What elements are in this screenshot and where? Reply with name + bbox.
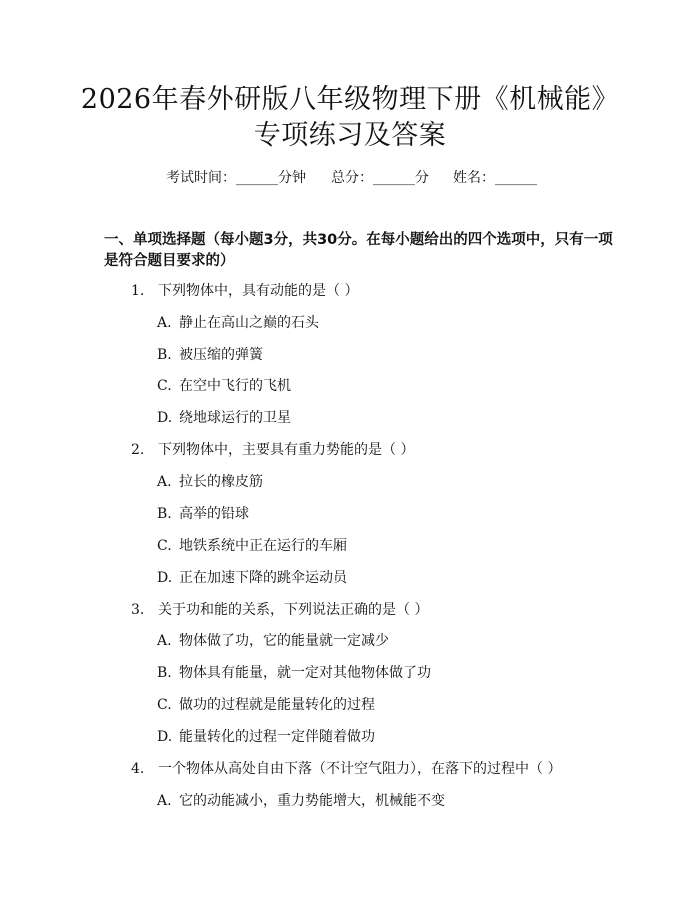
option-letter: C. — [157, 538, 172, 554]
answer-option — [157, 376, 291, 396]
question-text: 一个物体从高处自由下落（不计空气阻力），在落下的过程中（ ） — [158, 761, 562, 777]
answer-option — [157, 727, 375, 747]
answer-option — [157, 663, 431, 683]
option-text: 绕地球运行的卫星 — [179, 410, 291, 426]
answer-option — [157, 472, 263, 492]
option-letter: A. — [157, 793, 172, 809]
option-text: 静止在高山之巅的石头 — [179, 315, 319, 331]
answer-option — [157, 568, 347, 588]
question-stem — [131, 600, 428, 620]
exam-time-field — [166, 168, 306, 188]
total-score-label: 总分： — [331, 170, 373, 186]
question-number: 1. — [131, 283, 145, 299]
question-text: 关于功和能的关系，下列说法正确的是（ ） — [158, 602, 429, 618]
option-letter: B. — [157, 347, 172, 363]
option-letter: A. — [157, 633, 172, 649]
question-text: 下列物体中，具有动能的是（ ） — [158, 283, 359, 299]
section-heading-line-1: 一、单项选择题（每小题3分，共30分。在每小题给出的四个选项中，只有一项 — [104, 232, 613, 248]
total-score-unit: 分 — [415, 170, 429, 186]
document-title-line-2: 专项练习及答案 — [253, 120, 447, 151]
question-text: 下列物体中，主要具有重力势能的是（ ） — [158, 442, 415, 458]
answer-option — [157, 791, 445, 811]
answer-option — [157, 345, 263, 365]
answer-option — [157, 313, 319, 333]
option-letter: B. — [157, 506, 172, 522]
student-name-label: 姓名： — [453, 170, 495, 186]
student-name-blank: ______ — [495, 170, 537, 186]
exam-time-unit: 分钟 — [278, 170, 306, 186]
document-title-line-1: 2026年春外研版八年级物理下册《机械能》 — [80, 84, 620, 115]
option-letter: D. — [157, 410, 173, 426]
option-text: 正在加速下降的跳伞运动员 — [179, 570, 347, 586]
option-text: 被压缩的弹簧 — [179, 347, 263, 363]
option-letter: A. — [157, 315, 172, 331]
question-stem — [131, 440, 414, 460]
student-name-field — [453, 168, 537, 188]
exam-time-label: 考试时间： — [166, 170, 236, 186]
answer-option — [157, 695, 375, 715]
option-text: 能量转化的过程一定伴随着做功 — [179, 729, 375, 745]
answer-option — [157, 536, 347, 556]
option-letter: C. — [157, 697, 172, 713]
section-heading-line-2: 是符合题目要求的） — [104, 253, 235, 269]
question-stem — [131, 281, 358, 301]
option-letter: A. — [157, 474, 172, 490]
answer-option — [157, 504, 249, 524]
answer-option — [157, 408, 291, 428]
total-score-field — [331, 168, 429, 188]
option-letter: C. — [157, 378, 172, 394]
question-number: 2. — [131, 442, 145, 458]
option-text: 高举的铅球 — [179, 506, 249, 522]
option-letter: D. — [157, 570, 173, 586]
question-number: 4. — [131, 761, 145, 777]
option-letter: D. — [157, 729, 173, 745]
option-text: 做功的过程就是能量转化的过程 — [179, 697, 375, 713]
answer-option — [157, 631, 389, 651]
exam-time-blank: ______ — [236, 170, 278, 186]
question-number: 3. — [131, 602, 145, 618]
option-text: 物体具有能量，就一定对其他物体做了功 — [179, 665, 431, 681]
total-score-blank: ______ — [373, 170, 415, 186]
option-text: 物体做了功，它的能量就一定减少 — [179, 633, 389, 649]
option-text: 地铁系统中正在运行的车厢 — [179, 538, 347, 554]
option-letter: B. — [157, 665, 172, 681]
option-text: 它的动能减小，重力势能增大，机械能不变 — [179, 793, 445, 809]
option-text: 在空中飞行的飞机 — [179, 378, 291, 394]
question-stem — [131, 759, 561, 779]
option-text: 拉长的橡皮筋 — [179, 474, 263, 490]
